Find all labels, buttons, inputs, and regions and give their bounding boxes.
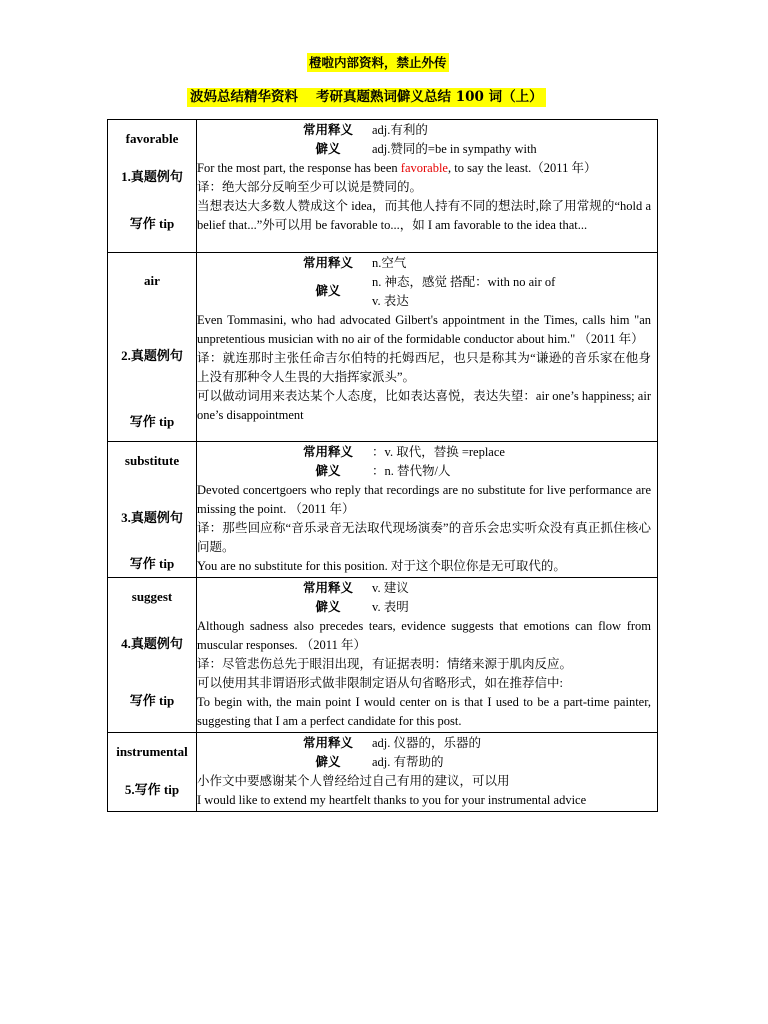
example-translation: 译：尽管悲伤总先于眼泪出现，有证据表明：情绪来源于肌肉反应。: [197, 657, 573, 671]
entry-content: [197, 733, 658, 812]
writing-tip-label: 写作 tip: [129, 693, 175, 708]
example-label: 1.真题例句: [121, 169, 183, 184]
entry-content: [197, 578, 658, 733]
writing-tip: To begin with, the main point I would center on is that I used to be a part-time painter, suggesting that I am a perfect candidate for this post.: [197, 695, 651, 728]
writing-tip-note: 小作文中要感谢某个人曾经给过自己有用的建议，可以用: [197, 774, 510, 788]
common-meaning-label: 常用释义: [302, 736, 353, 750]
entry-labels: [108, 733, 197, 812]
rare-meaning-row: [292, 273, 651, 311]
common-meaning-row: [292, 254, 651, 273]
entry-row-substitute: [108, 442, 658, 578]
rare-meaning-label: 僻义: [315, 755, 341, 769]
common-meaning-row: [292, 443, 651, 462]
rare-meaning-2: v. 表达: [372, 294, 409, 308]
highlighted-word: favorable: [400, 161, 448, 175]
title-part-2: 考研真题熟词僻义总结 100 词（上）: [316, 89, 543, 105]
example-translation: 译：就连那时主张任命吉尔伯特的托姆西尼，也只是称其为“谦逊的音乐家在他身上没有那种令人生畏的大指挥家派头”。: [197, 351, 651, 384]
writing-tip: 当想表达大多数人赞成这个 idea，而其他人持有不同的想法时,除了用常规的“hold a belief that...”外可以用 be favorable to...，如 I am favorable to the idea that...: [197, 199, 651, 232]
entry-word: suggest: [131, 589, 173, 604]
entry-content: [197, 442, 658, 578]
entry-word: air: [144, 273, 160, 288]
example-label: 3.真题例句: [121, 510, 183, 525]
document-title: [187, 88, 546, 107]
rare-meaning-label: 僻义: [315, 464, 341, 478]
common-meaning-row: [292, 579, 651, 598]
common-meaning-label: 常用释义: [302, 123, 353, 137]
common-meaning: n.空气: [372, 256, 407, 270]
vocabulary-table: [107, 119, 658, 812]
rare-meaning-label: 僻义: [315, 284, 341, 298]
entry-word: instrumental: [116, 744, 188, 759]
example-translation: 译：那些回应称“音乐录音无法取代现场演奏”的音乐会忠实听众没有真正抓住核心问题。: [197, 521, 651, 554]
entry-content: [197, 120, 658, 253]
example-sentence: For the most part, the response has been favorable, to say the least.（2011 年）: [197, 161, 597, 175]
common-meaning: adj. 仪器的，乐器的: [372, 736, 482, 750]
example-sentence: Although sadness also precedes tears, evidence suggests that emotions can flow from muscular responses. （2011 年）: [197, 619, 651, 652]
rare-meaning: adj.赞同的=be in sympathy with: [372, 142, 537, 156]
writing-tip-label: 写作 tip: [129, 556, 175, 571]
rare-meaning-row: [292, 753, 651, 772]
title-part-1: 波妈总结精华资料: [190, 89, 298, 105]
common-meaning: adj.有利的: [372, 123, 428, 137]
entry-word: favorable: [125, 131, 179, 146]
entry-word: substitute: [124, 453, 180, 468]
writing-tip-note: 可以使用其非谓语形式做非限制定语从句省略形式，如在推荐信中:: [197, 676, 563, 690]
rare-meaning-1: n. 神态，感觉 搭配：with no air of: [372, 275, 556, 289]
entry-row-air: [108, 253, 658, 442]
common-meaning-label: 常用释义: [302, 256, 353, 270]
writing-tip: I would like to extend my heartfelt thanks to you for your instrumental advice: [197, 793, 587, 807]
common-meaning-row: [292, 121, 651, 140]
rare-meaning-label: 僻义: [315, 142, 341, 156]
example-sentence: Devoted concertgoers who reply that recordings are no substitute for live performance are missing the point. （2011 年）: [197, 483, 651, 516]
writing-tip: You are no substitute for this position. 对于这个职位你是无可取代的。: [197, 559, 566, 573]
writing-tip-label: 写作 tip: [129, 414, 175, 429]
common-meaning-row: [292, 734, 651, 753]
example-label: 2.真题例句: [121, 348, 183, 363]
rare-meaning-row: [292, 598, 651, 617]
common-meaning: v. 建议: [372, 581, 409, 595]
writing-tip: 可以做动词用来表达某个人态度，比如表达喜悦，表达失望：air one’s happiness; air one’s disappointment: [197, 389, 651, 422]
rare-meaning: adj. 有帮助的: [372, 755, 444, 769]
entry-row-favorable: [108, 120, 658, 253]
entry-labels: [108, 442, 197, 578]
rare-meaning-row: [292, 462, 651, 481]
common-meaning: ：v. 取代，替换 =replace: [372, 445, 505, 459]
entry-labels: [108, 253, 197, 442]
rare-meaning: ：n. 替代物/人: [372, 464, 451, 478]
example-label: 4.真题例句: [121, 636, 183, 651]
example-sentence: Even Tommasini, who had advocated Gilbert's appointment in the Times, calls him "an unpretentious musician with no air of the formidable conductor about him." （2011 年）: [197, 313, 651, 346]
entry-row-suggest: [108, 578, 658, 733]
writing-tip-label: 写作 tip: [129, 216, 175, 231]
common-meaning-label: 常用释义: [302, 445, 353, 459]
entry-labels: [108, 578, 197, 733]
rare-meaning: v. 表明: [372, 600, 409, 614]
rare-meaning-label: 僻义: [315, 600, 341, 614]
entry-labels: [108, 120, 197, 253]
rare-meaning-row: [292, 140, 651, 159]
writing-tip-label: 5.写作 tip: [124, 782, 180, 797]
confidential-notice: 橙啦内部资料，禁止外传: [309, 55, 447, 70]
common-meaning-label: 常用释义: [302, 581, 353, 595]
entry-content: [197, 253, 658, 442]
entry-row-instrumental: [108, 733, 658, 812]
example-translation: 译：绝大部分反响至少可以说是赞同的。: [197, 180, 423, 194]
